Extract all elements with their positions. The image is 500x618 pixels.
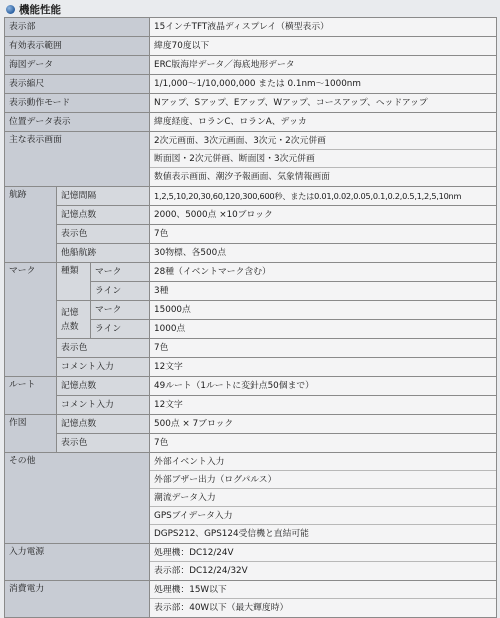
row-label: 表示色 bbox=[57, 339, 150, 358]
table-row bbox=[5, 75, 497, 94]
sub-label: マーク bbox=[91, 301, 150, 320]
row-value: 3種 bbox=[150, 282, 497, 301]
value-line: 数値表示画面、潮汐予報画面、気象情報画面 bbox=[154, 172, 330, 182]
group-label: 作図 bbox=[5, 415, 57, 453]
row-value bbox=[150, 581, 497, 618]
row-label: 主な表示画面 bbox=[5, 132, 150, 187]
row-label: その他 bbox=[5, 453, 150, 544]
row-value: 49ルート（1ルートに変針点50個まで） bbox=[150, 377, 497, 396]
table-row bbox=[5, 581, 497, 618]
row-value: Nアップ、Sアップ、Eアップ、Wアップ、コースアップ、ヘッドアップ bbox=[150, 94, 497, 113]
row-value: 15インチTFT液晶ディスプレイ（横型表示） bbox=[150, 18, 497, 37]
value-line: 処理機：DC12/24V bbox=[150, 544, 496, 562]
row-label: 入力電源 bbox=[5, 544, 150, 581]
row-label: 表示動作モード bbox=[5, 94, 150, 113]
table-row bbox=[5, 544, 497, 581]
bullet-icon bbox=[6, 5, 15, 14]
table-row bbox=[5, 339, 497, 358]
row-value: 12文字 bbox=[150, 358, 497, 377]
table-row bbox=[5, 94, 497, 113]
table-row bbox=[5, 56, 497, 75]
table-row bbox=[5, 358, 497, 377]
table-row bbox=[5, 18, 497, 37]
row-value: 12文字 bbox=[150, 396, 497, 415]
row-label: 種類 bbox=[57, 263, 91, 301]
table-row bbox=[5, 263, 497, 282]
row-label: 記憶点数 bbox=[57, 206, 150, 225]
row-label: 有効表示範囲 bbox=[5, 37, 150, 56]
row-value: 2000、5000点 ×10ブロック bbox=[150, 206, 497, 225]
row-label: 海図データ bbox=[5, 56, 150, 75]
row-value: 15000点 bbox=[150, 301, 497, 320]
row-value: 28種（イベントマーク含む） bbox=[150, 263, 497, 282]
sub-label: ライン bbox=[91, 320, 150, 339]
value-line: 外部イベント入力 bbox=[150, 453, 496, 471]
row-value: 緯度70度以下 bbox=[150, 37, 497, 56]
table-row bbox=[5, 113, 497, 132]
table-row bbox=[5, 453, 497, 544]
row-value: ERC版海岸データ／海底地形データ bbox=[150, 56, 497, 75]
row-value: 1,2,5,10,20,30,60,120,300,600秒、または0.01,0.02,0.05,0.1,0.2,0.5,1,2,5,10nm bbox=[150, 187, 497, 206]
table-row bbox=[5, 37, 497, 56]
group-label: マーク bbox=[5, 263, 57, 377]
table-row bbox=[5, 301, 497, 320]
value-line: 潮流データ入力 bbox=[150, 489, 496, 507]
section-title: 機能性能 bbox=[19, 3, 61, 16]
row-label: 位置データ表示 bbox=[5, 113, 150, 132]
row-label: コメント入力 bbox=[57, 396, 150, 415]
value-line: 外部ブザー出力（ログパルス） bbox=[150, 471, 496, 489]
value-line: DGPS212、GPS124受信機と直結可能 bbox=[154, 529, 309, 539]
row-value: 1000点 bbox=[150, 320, 497, 339]
value-line: 処理機：15W以下 bbox=[150, 581, 496, 599]
row-value: 7色 bbox=[150, 225, 497, 244]
value-line: 2次元画面、3次元画面、3次元・2次元併画 bbox=[150, 132, 496, 150]
table-row bbox=[5, 244, 497, 263]
row-label: 記憶点数 bbox=[57, 415, 150, 434]
row-value: 500点 × 7ブロック bbox=[150, 415, 497, 434]
row-value bbox=[150, 544, 497, 581]
row-label: 表示色 bbox=[57, 225, 150, 244]
row-label: 表示色 bbox=[57, 434, 150, 453]
row-value: 7色 bbox=[150, 339, 497, 358]
value-line: 断面図・2次元併画、断面図・3次元併画 bbox=[150, 150, 496, 168]
row-value: 30物標、各500点 bbox=[150, 244, 497, 263]
section-heading bbox=[6, 2, 61, 16]
sub-label: ライン bbox=[91, 282, 150, 301]
row-value bbox=[150, 453, 497, 544]
table-row bbox=[5, 206, 497, 225]
row-value: 1/1,000～1/10,000,000 または 0.1nm～1000nm bbox=[150, 75, 497, 94]
table-row bbox=[5, 396, 497, 415]
table-row bbox=[5, 187, 497, 206]
sub-label: マーク bbox=[91, 263, 150, 282]
row-value bbox=[150, 132, 497, 187]
table-row bbox=[5, 415, 497, 434]
value-line: 表示部：40W以下（最大輝度時） bbox=[154, 603, 289, 613]
row-label: 記憶点数 bbox=[57, 301, 91, 339]
table-row bbox=[5, 377, 497, 396]
row-value: 7色 bbox=[150, 434, 497, 453]
value-line: GPSブイデータ入力 bbox=[150, 507, 496, 525]
row-label: 消費電力 bbox=[5, 581, 150, 618]
row-label: 記憶間隔 bbox=[57, 187, 150, 206]
group-label: ルート bbox=[5, 377, 57, 415]
table-row bbox=[5, 434, 497, 453]
value-line: 表示部：DC12/24/32V bbox=[154, 566, 248, 576]
table-row bbox=[5, 225, 497, 244]
table-row bbox=[5, 132, 497, 187]
row-value: 緯度経度、ロランC、ロランA、デッカ bbox=[150, 113, 497, 132]
spec-table bbox=[4, 17, 497, 618]
row-label: 記憶点数 bbox=[57, 377, 150, 396]
row-label: 表示部 bbox=[5, 18, 150, 37]
row-label: 他船航跡 bbox=[57, 244, 150, 263]
group-label: 航跡 bbox=[5, 187, 57, 263]
row-label: コメント入力 bbox=[57, 358, 150, 377]
row-label: 表示縮尺 bbox=[5, 75, 150, 94]
